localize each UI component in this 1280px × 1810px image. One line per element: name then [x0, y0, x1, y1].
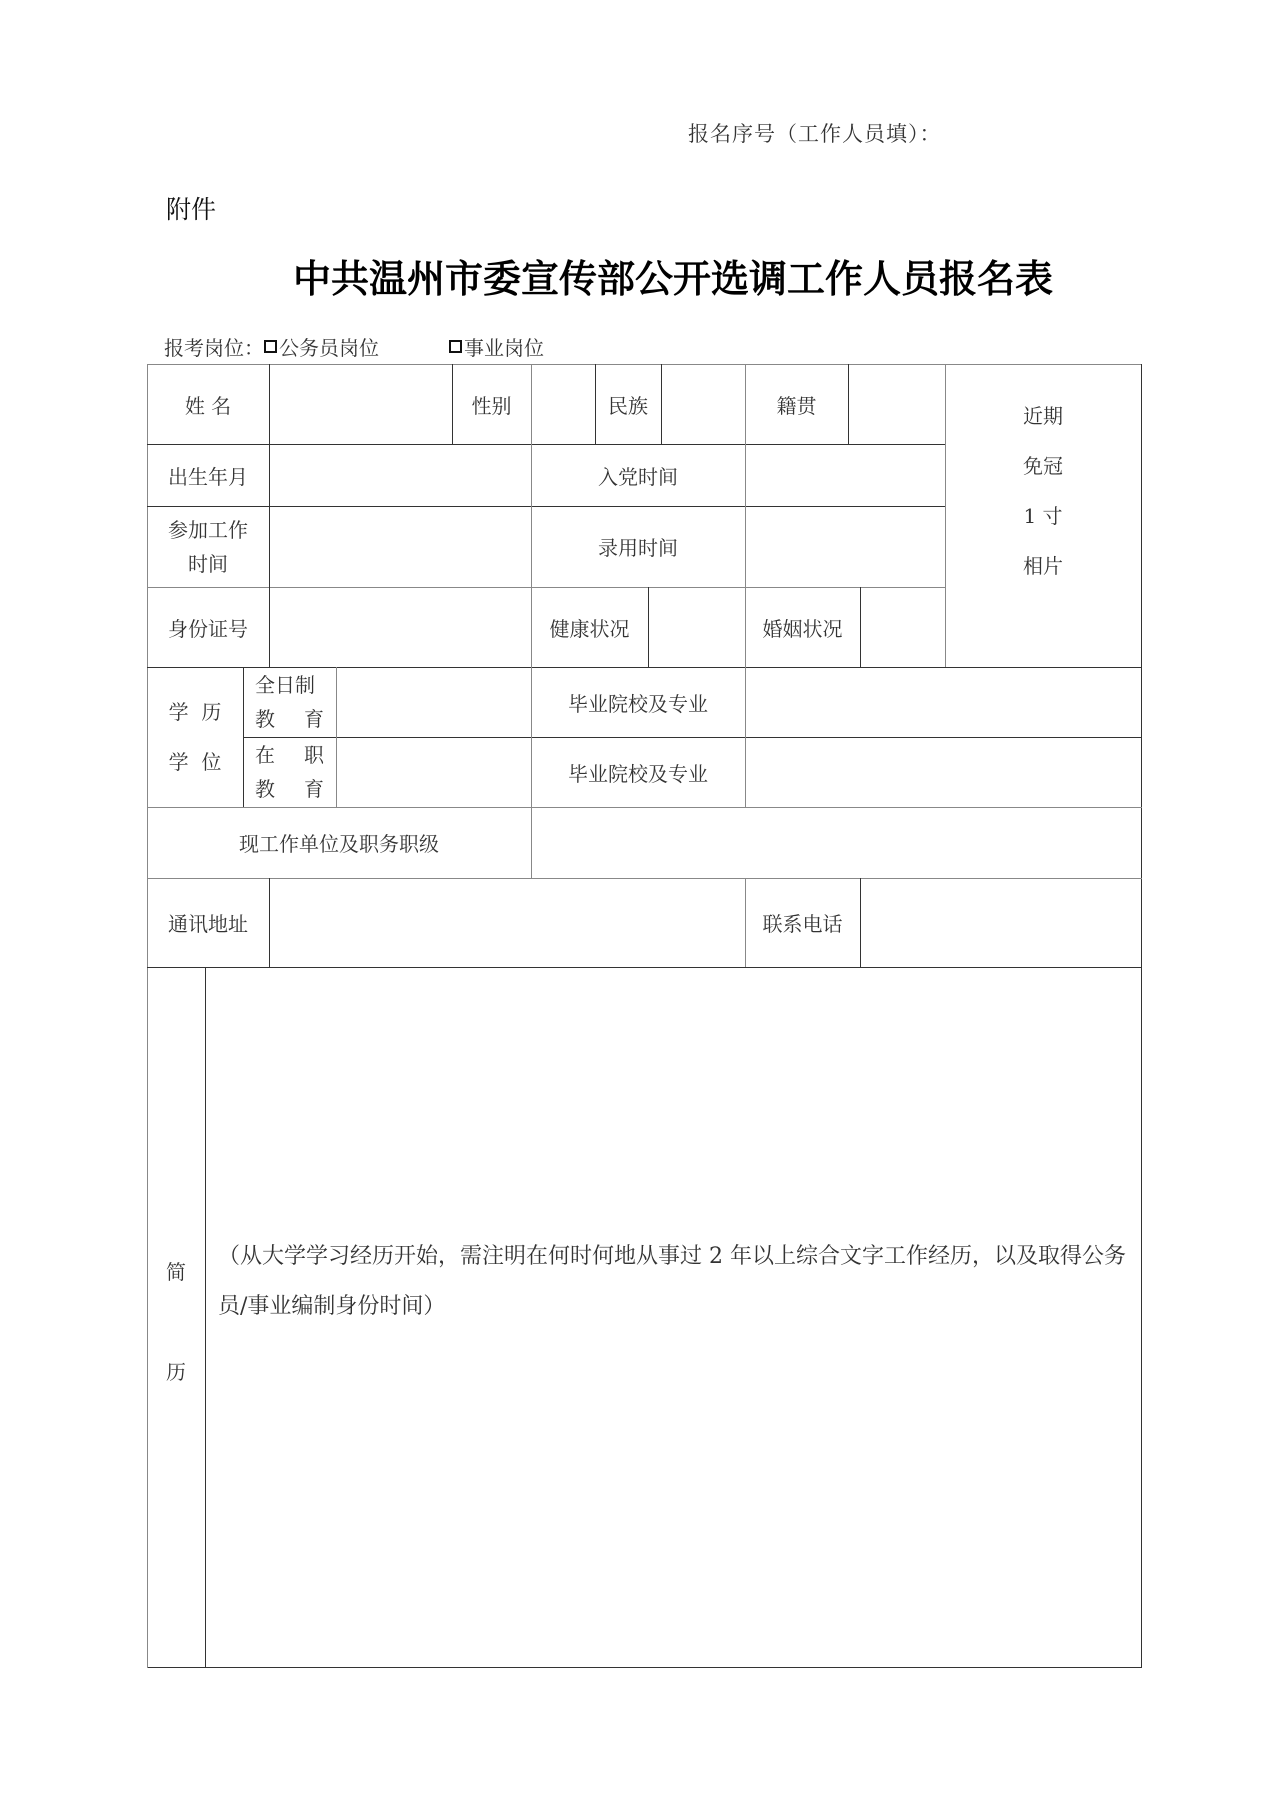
table-border	[147, 1667, 1142, 1668]
serial-number-label: 报名序号（工作人员填）：	[688, 122, 942, 146]
photo-line: 1 寸	[1023, 503, 1063, 528]
education-label-line: 学 历	[168, 700, 222, 724]
char: 教	[255, 777, 275, 801]
gender-label: 性别	[471, 393, 512, 418]
parttime-school-input[interactable]	[745, 737, 1141, 807]
parttime-label	[243, 737, 336, 807]
id-label: 身份证号	[168, 616, 248, 641]
ethnicity-label: 民族	[608, 393, 648, 418]
health-input[interactable]	[648, 587, 745, 667]
fulltime-label-line	[255, 702, 324, 736]
native-place-label: 籍贯	[776, 393, 817, 418]
hire-time-label: 录用时间	[598, 536, 678, 560]
attachment-label: 附件	[166, 195, 217, 224]
photo-line: 相片	[1023, 553, 1063, 578]
health-label: 健康状况	[549, 616, 630, 641]
photo-line: 免冠	[1023, 453, 1063, 478]
option-public-institution-label: 事业岗位	[464, 336, 544, 360]
fulltime-education-input[interactable]	[336, 667, 531, 737]
marital-label: 婚姻状况	[762, 616, 843, 641]
current-unit-label: 现工作单位及职务职级	[239, 832, 439, 856]
education-label-line: 学 位	[168, 750, 222, 774]
work-start-input[interactable]	[269, 506, 531, 587]
char: 育	[304, 707, 324, 731]
fulltime-label-line: 全日制	[255, 673, 315, 697]
table-border	[1141, 364, 1142, 1668]
resume-label-char: 历	[166, 1359, 186, 1384]
address-input[interactable]	[269, 878, 745, 967]
marital-input[interactable]	[860, 587, 945, 667]
parttime-school-label: 毕业院校及专业	[568, 761, 708, 786]
char: 职	[304, 743, 324, 767]
parttime-label-line	[255, 738, 324, 772]
phone-label: 联系电话	[762, 912, 843, 936]
gender-input[interactable]	[531, 364, 595, 444]
party-join-label: 入党时间	[598, 464, 678, 489]
page-title: 中共温州市委宣传部公开选调工作人员报名表	[292, 257, 1053, 301]
current-unit-input[interactable]	[531, 807, 1141, 878]
resume-hint: （从大学学习经历开始，需注明在何时何地从事过 2 年以上综合文字工作经历，以及取得公务员/事业编制身份时间）	[218, 1244, 1126, 1319]
photo-placeholder[interactable]	[945, 364, 1141, 667]
address-label: 通讯地址	[168, 912, 248, 936]
hire-time-input[interactable]	[745, 506, 945, 587]
ethnicity-input[interactable]	[661, 364, 745, 444]
name-label: 姓 名	[184, 393, 232, 418]
option-civil-servant-label: 公务员岗位	[279, 336, 379, 360]
id-input[interactable]	[269, 587, 531, 667]
fulltime-label	[243, 667, 336, 737]
party-join-input[interactable]	[745, 444, 945, 506]
name-input[interactable]	[269, 364, 452, 444]
parttime-education-input[interactable]	[336, 737, 531, 807]
phone-input[interactable]	[860, 878, 1141, 967]
birth-input[interactable]	[269, 444, 531, 506]
resume-label-char: 简	[166, 1259, 186, 1284]
parttime-label-line	[255, 772, 324, 806]
education-label	[147, 667, 243, 807]
birth-label: 出生年月	[168, 464, 248, 489]
work-start-label-line: 时间	[188, 551, 228, 576]
char: 教	[255, 707, 275, 731]
native-place-input[interactable]	[848, 364, 945, 444]
fulltime-school-label: 毕业院校及专业	[568, 691, 708, 716]
char: 育	[304, 777, 324, 801]
work-start-label-line: 参加工作	[168, 517, 248, 542]
photo-line: 近期	[1023, 403, 1063, 428]
work-start-label	[147, 506, 269, 587]
fulltime-school-input[interactable]	[745, 667, 1141, 737]
position-label: 报考岗位：	[164, 336, 264, 360]
char: 在	[255, 743, 275, 767]
